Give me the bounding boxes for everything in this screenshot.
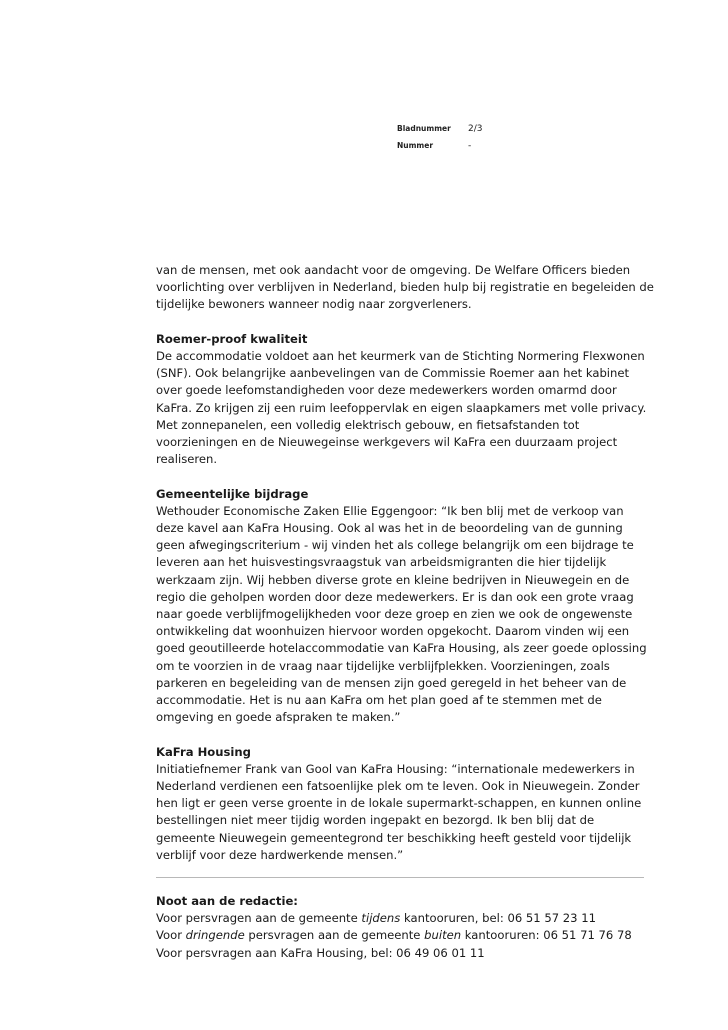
page-number-value: 2/3 (468, 124, 483, 134)
body-line: werkzaam zijn. Wij hebben diverse grote en kleine bedrijven in Nieuwegein en de (156, 572, 630, 587)
body-line: KaFra. Zo krijgen zij een ruim leefoppervlak en eigen slaapkamers met volle privacy. (156, 400, 647, 415)
body-line: deze kavel aan KaFra Housing. Ook al was het in de beoordeling van de gunning (156, 521, 623, 536)
note-text: kantooruren: 06 51 71 76 78 (461, 928, 632, 943)
note-line-office-hours (156, 910, 656, 927)
document-number-label: Nummer (397, 141, 434, 150)
body-line: geen afwegingscriterium - wij vinden het als college belangrijk om een bijdrage te (156, 538, 634, 553)
editorial-note (156, 893, 656, 962)
body-line: Initiatiefnemer Frank van Gool van KaFra Housing: “internationale medewerkers in (156, 761, 635, 776)
document-meta (397, 124, 482, 158)
note-text: persvragen aan de gemeente (244, 928, 425, 943)
body-line: voorlichting over verblijven in Nederland, bieden hulp bij registratie en begeleiden de (156, 280, 654, 295)
page-number-row (397, 124, 482, 141)
body-line: goed geoutilleerde hotelaccommodatie van KaFra Housing, als zeer goede oplossing (156, 641, 647, 656)
note-emphasis: tijdens (361, 911, 401, 926)
body-line: tijdelijke bewoners wanneer nodig naar zorgverleners. (156, 297, 472, 312)
section-heading: Gemeentelijke bijdrage (156, 486, 309, 501)
body-line: Nederland verdienen een fatsoenlijke plek om te leven. Ook in Nieuwegein. Zonder (156, 779, 640, 794)
body-line: ontwikkeling dat woonhuizen hiervoor worden opgekocht. Daarom vinden wij een (156, 624, 630, 639)
note-divider (156, 877, 644, 878)
body-line: over goede leefomstandigheden voor deze medewerkers worden omarmd door (156, 383, 617, 398)
document-number-value: - (468, 141, 472, 151)
body-line: omgeving en goede afspraken te maken.” (156, 710, 401, 725)
section-heading: KaFra Housing (156, 744, 251, 759)
body-line: om te voorzien in de vraag naar tijdelijke verblijfplekken. Voorzieningen, zoals (156, 658, 610, 673)
note-text: kantooruren, bel: 06 51 57 23 11 (400, 911, 596, 926)
body-line: verblijf voor deze hardwerkende mensen.” (156, 847, 404, 862)
body-line: van de mensen, met ook aandacht voor de omgeving. De Welfare Officers bieden (156, 263, 631, 277)
section-gemeente (156, 486, 656, 727)
note-line-urgent (156, 927, 656, 944)
note-emphasis: buiten (424, 928, 462, 943)
document-number-row (397, 141, 482, 158)
body-line: De accommodatie voldoet aan het keurmerk van de Stichting Normering Flexwonen (156, 349, 645, 363)
page-number-label: Bladnummer (397, 124, 451, 133)
body-line: (SNF). Ook belangrijke aanbevelingen van de Commissie Roemer aan het kabinet (156, 366, 630, 381)
body-line: gemeente Nieuwegein gemeentegrond ter beschikking heeft gesteld voor tijdelijk (156, 830, 632, 845)
body-line: Met zonnepanelen, een volledig elektrisch gebouw, en fietsafstanden tot (156, 417, 580, 432)
section-heading: Roemer-proof kwaliteit (156, 331, 308, 346)
note-heading: Noot aan de redactie: (156, 894, 298, 908)
body-line: naar goede verblijfmogelijkheden voor deze groep en zien we ook de ongewenste (156, 607, 633, 622)
body-line: parkeren en begeleiding van de mensen zijn goed geregeld in het beheer van de (156, 675, 627, 690)
note-text: Voor (156, 928, 186, 943)
body-line: realiseren. (156, 452, 218, 467)
body-line: voorzieningen en de Nieuwegeinse werkgevers wil KaFra een duurzaam project (156, 435, 618, 450)
section-roemer (156, 331, 656, 469)
note-line-kafra: Voor persvragen aan KaFra Housing, bel: 06 49 06 01 11 (156, 945, 485, 960)
body-line: Wethouder Economische Zaken Ellie Eggengoor: “Ik ben blij met de verkoop van (156, 503, 624, 518)
document-body (156, 262, 656, 864)
body-line: bestellingen niet meer tijdig worden ingepakt en bezorgd. Ik ben blij dat de (156, 813, 595, 828)
body-line: leveren aan het huisvestingsvraagstuk van arbeidsmigranten die hier tijdelijk (156, 555, 607, 570)
body-line: hen ligt er geen verse groente in de lokale supermarkt-schappen, en kunnen online (156, 796, 642, 811)
note-text: Voor persvragen aan de gemeente (156, 911, 362, 926)
body-line: accommodatie. Het is nu aan KaFra om het plan goed af te stemmen met de (156, 693, 602, 708)
intro-paragraph (156, 262, 656, 314)
section-kafra (156, 744, 656, 864)
body-line: regio die geholpen worden door deze medewerkers. Er is dan ook een grote vraag (156, 589, 634, 604)
note-emphasis: dringende (185, 928, 245, 943)
